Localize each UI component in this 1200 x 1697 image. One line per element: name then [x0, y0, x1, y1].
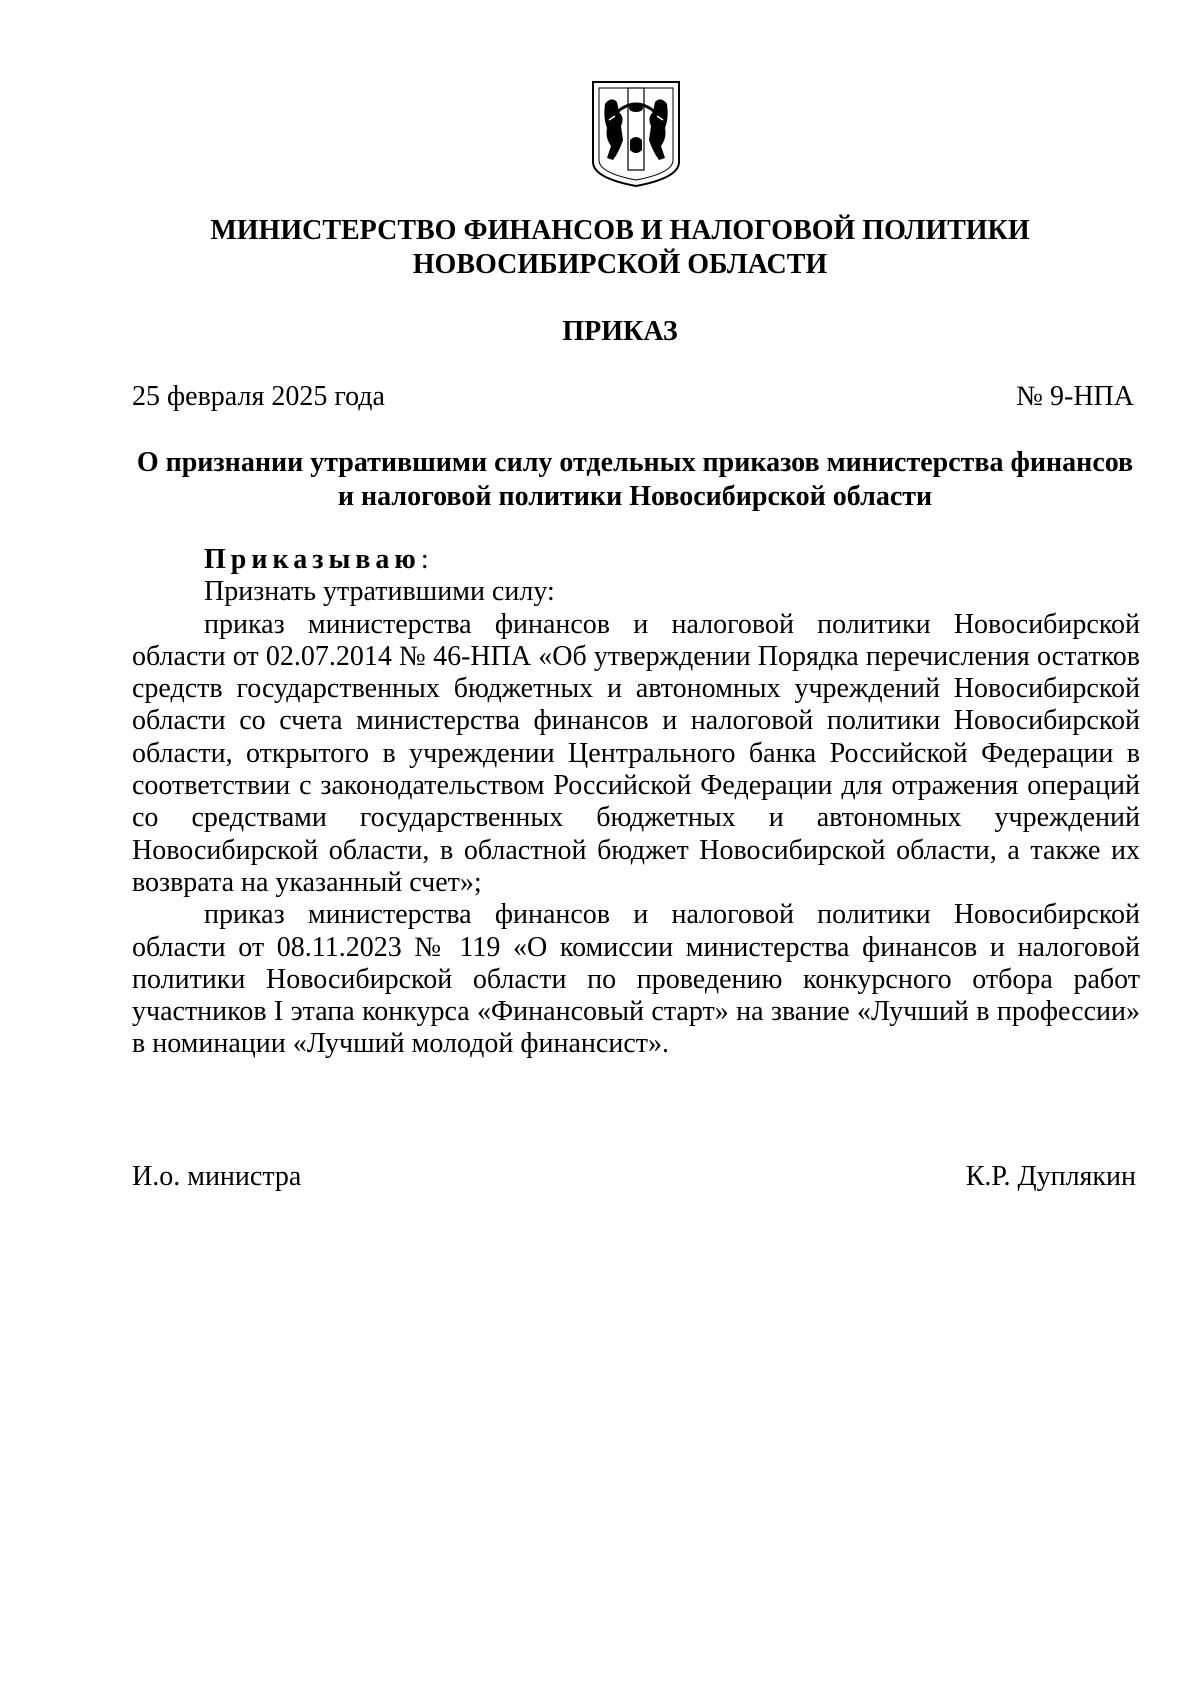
ministry-name: [130, 214, 1110, 282]
command-paragraph: [132, 544, 1140, 576]
repealed-order-2: приказ министерства финансов и налоговой политики Новосибирской области от 08.11.2023 № 119 «О комиссии министерства финансов и налоговой политики Новосибирской области по проведению конкурсного отбора работ участников I этапа конкурса «Финансовый старт» на звание «Лучший в профессии» в номинации «Лучший молодой финансист».: [132, 899, 1140, 1060]
document-body: [132, 544, 1140, 1061]
signatory-position: И.о. министра: [132, 1161, 302, 1192]
subject-line-2: и налоговой политики Новосибирской области: [337, 481, 933, 512]
command-word: Приказываю: [204, 544, 421, 575]
ministry-name-line-2: НОВОСИБИРСКОЙ ОБЛАСТИ: [412, 249, 828, 280]
document-type: ПРИКАЗ: [562, 316, 678, 347]
document-date: 25 февраля 2025 года: [132, 381, 385, 412]
subject-line-1: О признании утратившими силу отдельных приказов министерства финансов: [136, 447, 1134, 478]
document-number: № 9-НПА: [1016, 381, 1134, 412]
novosibirsk-coat-of-arms-icon: [589, 78, 683, 188]
document-subject: [130, 446, 1140, 514]
intro-paragraph: Признать утратившими силу:: [204, 576, 555, 608]
command-colon: :: [420, 544, 429, 575]
repealed-order-1: приказ министерства финансов и налоговой политики Новосибирской области от 02.07.2014 № 46-НПА «Об утверждении Порядка перечисления остатков средств государственных бюджетных и автономных учреждений Новосибирской области со счета министерства финансов и налоговой политики Новосибирской области, открытого в учреждении Центрального банка Российской Федерации в соответствии с законодательством Российской Федерации для отражения операций со средствами государственных бюджетных и автономных учреждений Новосибирской области, в областной бюджет Новосибирской области, а также их возврата на указанный счет»;: [132, 608, 1140, 898]
signatory-name: К.Р. Дуплякин: [965, 1161, 1136, 1192]
ministry-name-line-1: МИНИСТЕРСТВО ФИНАНСОВ И НАЛОГОВОЙ ПОЛИТИКИ: [210, 215, 1030, 246]
